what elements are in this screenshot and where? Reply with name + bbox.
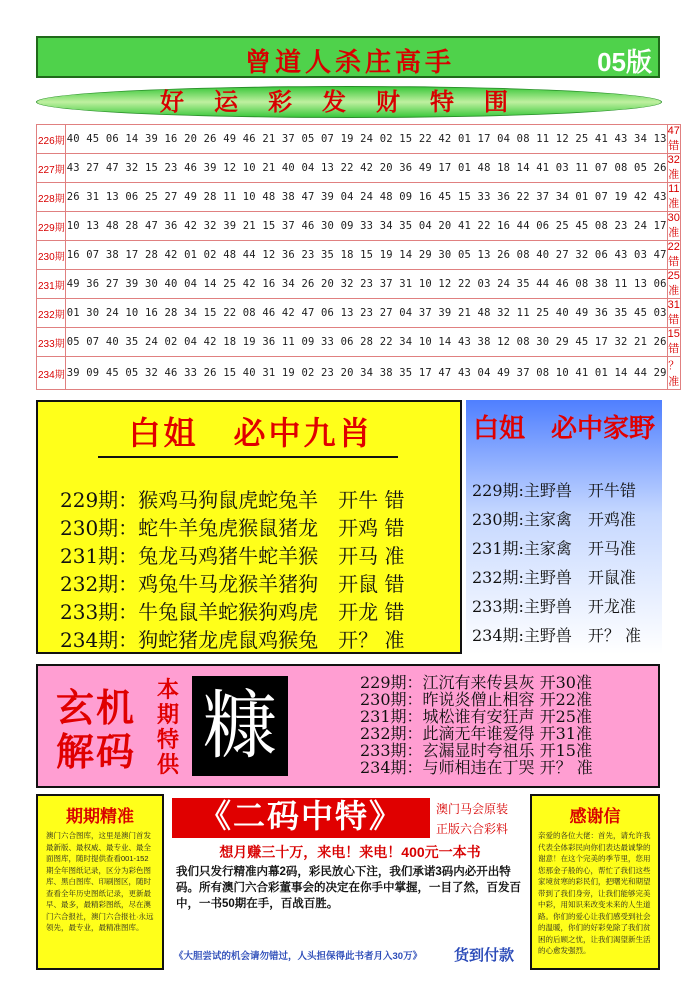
- family-row: 234期:主野兽 开？ 准: [472, 626, 642, 645]
- table-row: [37, 270, 681, 299]
- title-underline: [98, 456, 398, 458]
- two-code-side-2: 正版六合彩料: [436, 822, 509, 836]
- table-row: [37, 299, 681, 328]
- period-cell: 234期: [37, 357, 66, 390]
- numbers-cell: 40 45 06 14 39 16 20 26 49 46 21 37 05 07 19 24 02 15 22 42 01 17 04 08 11 12 25 41 43 34 13: [65, 125, 667, 154]
- decode-label-line1: 玄机: [56, 685, 137, 730]
- precise-title: 期期精准: [66, 807, 134, 827]
- nine-row: 232期：鸡兔牛马龙猴羊猪狗 开鼠 错: [60, 572, 405, 596]
- decode-character: 糠: [192, 676, 288, 776]
- two-code-box: [168, 794, 528, 970]
- decode-label-small: 本期特供: [156, 677, 179, 778]
- result-cell: ？准: [667, 357, 680, 390]
- numbers-cell: 16 07 38 17 28 42 01 02 48 44 12 36 23 35 18 15 19 14 29 30 05 13 26 08 40 27 32 06 43 03 47: [65, 241, 667, 270]
- decode-box: [36, 664, 660, 788]
- nine-row: 229期：猴鸡马狗鼠虎蛇兔羊 开牛 错: [60, 488, 405, 512]
- table-row: [37, 357, 681, 390]
- decode-row: 230期：昨说炎僧止相容 开22准: [360, 690, 592, 709]
- family-row: 232期:主野兽 开鼠准: [472, 568, 636, 587]
- numbers-cell: 49 36 27 39 30 40 04 14 25 42 16 34 26 20 32 23 37 31 10 12 22 03 24 35 44 46 08 38 11 13 06: [65, 270, 667, 299]
- nine-row: 230期：蛇牛羊兔虎猴鼠猪龙 开鸡 错: [60, 516, 405, 540]
- decode-row: 234期：与师相违在丁哭 开？ 准: [360, 758, 593, 777]
- nine-row: 233期：牛兔鼠羊蛇猴狗鸡虎 开龙 错: [60, 600, 405, 624]
- two-code-title: 《二码中特》: [198, 797, 403, 835]
- nine-row: 234期：狗蛇猪龙虎鼠鸡猴兔 开？ 准: [60, 628, 405, 652]
- period-cell: 229期: [37, 212, 66, 241]
- family-title: 白姐 必中家野: [472, 414, 655, 444]
- numbers-cell: 39 09 45 05 32 46 33 26 15 40 31 19 02 23 20 34 38 35 17 47 43 04 49 37 08 10 41 01 14 44 29: [65, 357, 667, 390]
- nine-zodiac-box: [36, 400, 462, 654]
- decode-row: 233期：玄漏显时夸祖乐 开15准: [360, 741, 592, 760]
- result-cell: 32准: [667, 154, 680, 181]
- period-cell: 233期: [37, 328, 66, 357]
- cash-on-delivery-label: 货到付款: [454, 947, 515, 964]
- numbers-cell: 05 07 40 35 24 02 04 42 18 19 36 11 09 33 06 28 22 34 10 14 43 38 12 08 30 29 45 17 32 21 26: [65, 328, 667, 357]
- family-row: 231期:主家禽 开马准: [472, 539, 636, 558]
- table-row: [37, 125, 681, 154]
- decode-row: 232期：此滴无年谁爱得 开31准: [360, 724, 592, 743]
- nine-zodiac-title: 白姐 必中九肖: [128, 414, 374, 452]
- banner: [36, 86, 662, 118]
- table-row: [37, 212, 681, 241]
- period-cell: 226期: [37, 125, 66, 154]
- two-code-side-1: 澳门马会原装: [436, 802, 509, 816]
- table-row: [37, 241, 681, 270]
- header-bar: [36, 36, 660, 78]
- table-row: [37, 328, 681, 357]
- header-title: 曾道人杀庄高手: [244, 48, 455, 78]
- two-code-note: 《大胆尝试的机会请勿错过，人头担保得此书者月入30万》: [174, 951, 423, 962]
- nine-row: 231期：兔龙马鸡猪牛蛇羊猴 开马 准: [60, 544, 405, 568]
- table-row: [37, 183, 681, 212]
- precise-box: [36, 794, 164, 970]
- two-code-body: 我们只发行精准内幕2码，彩民放心下注，我们承诺3码内必开出特码。所有澳门六合彩董事会的决定在你手中掌握，一目了然，百发百中，一书50期在手，百战百胜。: [176, 866, 521, 910]
- result-cell: 30准: [667, 212, 680, 239]
- thanks-box: [530, 794, 660, 970]
- period-cell: 228期: [37, 183, 66, 212]
- numbers-table: [36, 124, 681, 390]
- numbers-cell: 43 27 47 32 15 23 46 39 12 10 21 40 04 13 22 42 20 36 49 17 01 48 18 14 41 03 11 07 08 05 26: [65, 154, 667, 183]
- result-cell: 47错: [667, 125, 680, 152]
- two-code-slogan: 想月赚三十万，来电！来电！400元一本书: [219, 844, 481, 860]
- period-cell: 230期: [37, 241, 66, 270]
- family-row: 230期:主家禽 开鸡准: [472, 510, 636, 529]
- result-cell: 31错: [667, 299, 680, 326]
- thanks-text: 亲爱的各位大佬：首先，请允许我代表全体彩民向你们表达最诚挚的谢意！在这个完美的季节里，您用您那金子般的心，帮忙了我们这些家境贫寒的彩民们，把曙光和期望带到了我们身旁，让我们能够完美中彩，用知识来改变未来的人生道路。你们的爱心让我们感受到社会的温暖，你们的好彩免除了我们贫困的后顾之忧，让我们渴望新生活的心愈发强烈。: [538, 831, 651, 955]
- family-row: 233期:主野兽 开龙准: [472, 597, 636, 616]
- decode-row: 231期：城松谁有安狂声 开25准: [360, 707, 592, 726]
- result-cell: 15错: [667, 328, 680, 355]
- table-row: [37, 154, 681, 183]
- result-cell: 11准: [668, 183, 680, 210]
- period-cell: 227期: [37, 154, 66, 183]
- precise-text: 澳门六合图库，这里是澳门首发最新版、最权威、最专业、最全面图库，随时提供查看001-152期全年图纸记录，区分为彩色图库、黑白图库、印刷图区，随时查看全年历史图纸记录，更新最早、最多，最精彩图纸，尽在澳门六合报社，澳门六合报社·永远领先，最专业，最精准图库。: [46, 831, 154, 932]
- version-label: 05版: [597, 47, 652, 77]
- period-cell: 232期: [37, 299, 66, 328]
- numbers-cell: 26 31 13 06 25 27 49 28 11 10 48 38 47 39 04 24 48 09 16 45 15 33 36 22 37 34 01 07 19 42 43: [65, 183, 667, 212]
- thanks-title: 感谢信: [569, 807, 621, 827]
- result-cell: 25准: [667, 270, 680, 297]
- numbers-cell: 10 13 48 28 47 36 42 32 39 21 15 37 46 30 09 33 34 35 04 20 41 22 16 44 06 25 45 08 23 24 17: [65, 212, 667, 241]
- banner-text: 好运彩发财特围: [160, 87, 538, 116]
- decode-label-line2: 解码: [56, 729, 137, 774]
- period-cell: 231期: [37, 270, 66, 299]
- numbers-cell: 01 30 24 10 16 28 34 15 22 08 46 42 47 06 13 23 27 04 37 39 21 48 32 11 25 40 49 36 35 45 03: [65, 299, 667, 328]
- decode-row: 229期：江沉有来传县灰 开30准: [360, 673, 592, 692]
- family-box: [466, 400, 662, 654]
- family-row: 229期:主野兽 开牛错: [472, 481, 636, 500]
- result-cell: 22错: [667, 241, 680, 268]
- decode-label-big: [56, 686, 136, 774]
